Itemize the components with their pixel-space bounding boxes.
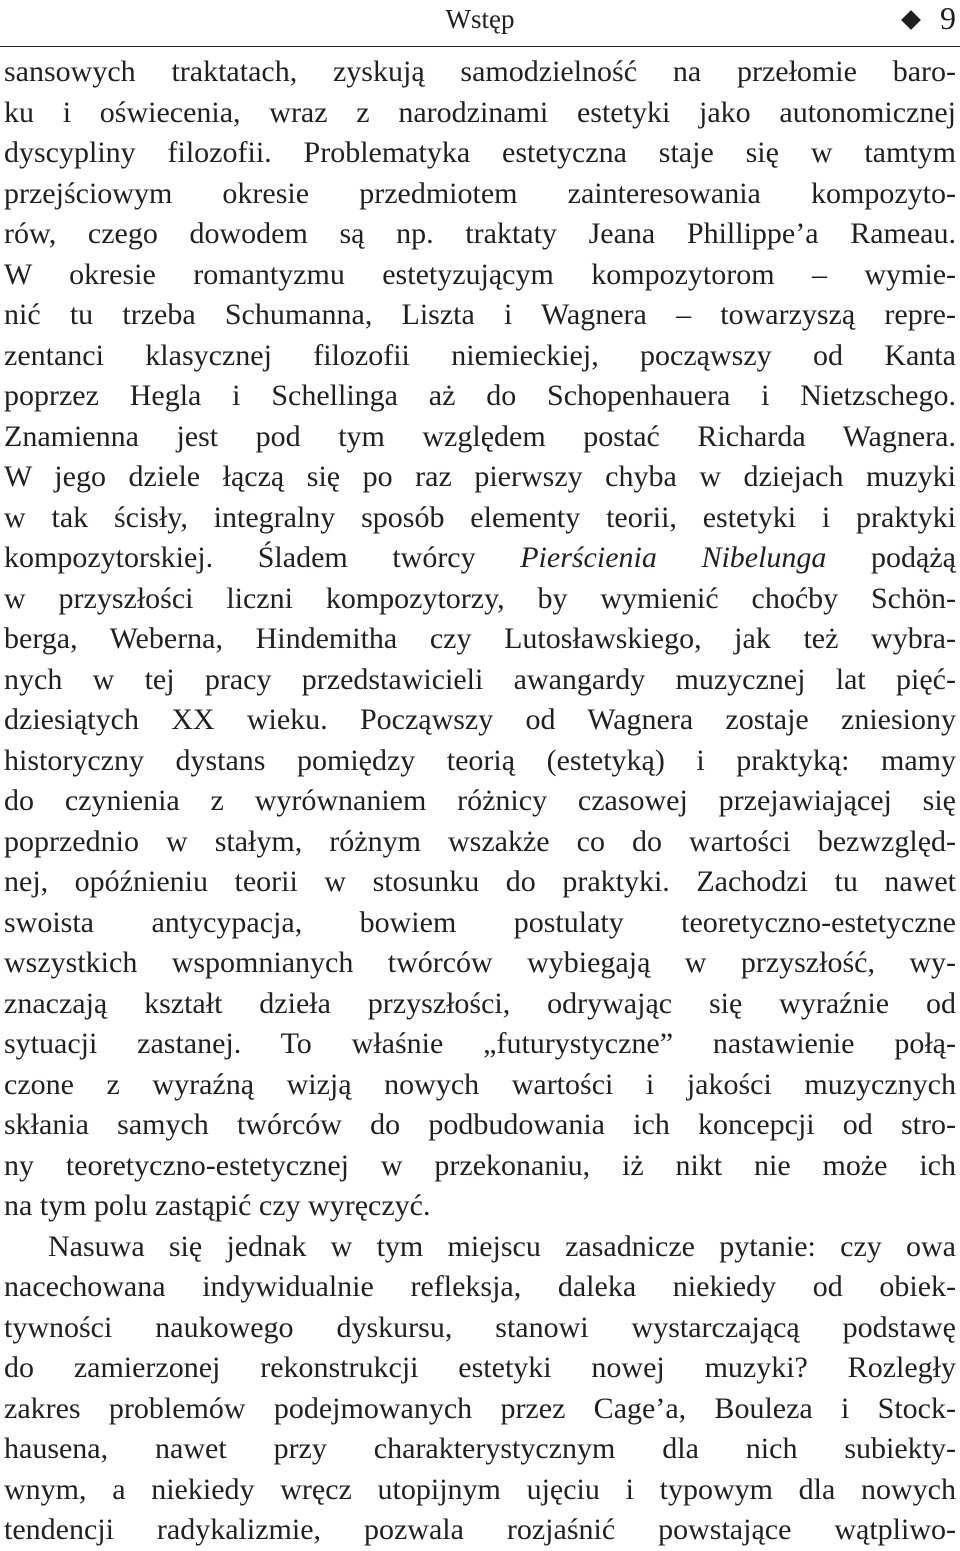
text-line: sansowych traktatach, zyskują samodzielność na przełomie baro- <box>4 55 956 88</box>
text-line: zakres problemów podejmowanych przez Cage’a, Bouleza i Stock- <box>4 1391 956 1425</box>
text-line: sytuacji zastanej. To właśnie „futurystyczne” nastawienie połą- <box>4 1027 956 1060</box>
text-line: do zamierzonej rekonstrukcji estetyki nowej muzyki? Rozległy <box>4 1351 956 1384</box>
text-line: nacechowana indywidualnie refleksja, daleka niekiedy od obiek- <box>4 1270 956 1303</box>
text-line: Znamienna jest pod tym względem postać Richarda Wagnera. <box>4 419 956 453</box>
text-line: w tak ścisły, integralny sposób elementy teorii, estetyki i praktyki <box>4 500 956 534</box>
running-title: Wstęp <box>445 4 515 34</box>
text-line: Nasuwa się jednak w tym miejscu zasadnicze pytanie: czy owa <box>48 1229 956 1263</box>
text-line: tywności naukowego dyskursu, stanowi wystarczającą podstawę <box>4 1310 956 1344</box>
text-line: historyczny dystans pomiędzy teorią (estetyką) i praktyką: mamy <box>4 743 956 777</box>
text-line: poprzez Hegla i Schellinga aż do Schopenhauera i Nietzschego. <box>4 379 956 412</box>
text-line <box>4 538 956 579</box>
text-line: dziesiątych XX wieku. Począwszy od Wagnera zostaje zniesiony <box>4 703 956 736</box>
text-line: W okresie romantyzmu estetyzującym kompozytorom – wymie- <box>4 257 956 291</box>
text-segment: podążą <box>826 541 956 574</box>
text-line: hausena, nawet przy charakterystycznym dla nich subiekty- <box>4 1432 956 1465</box>
text-line: na tym polu zastąpić czy wyręczyć. <box>4 1189 431 1222</box>
text-line: berga, Weberna, Hindemitha czy Lutosławskiego, jak też wybra- <box>4 622 956 655</box>
text-line: nych w tej pracy przedstawicieli awangardy muzycznej lat pięć- <box>4 662 956 696</box>
text-line: do czynienia z wyrównaniem różnicy czasowej przejawiającej się <box>4 784 956 817</box>
text-line: dyscypliny filozofii. Problematyka estetyczna staje się w tamtym <box>4 136 956 169</box>
text-line: ny teoretyczno-estetycznej w przekonaniu, iż nikt nie może ich <box>4 1148 956 1182</box>
text-line: w przyszłości liczni kompozytorzy, by wymienić choćby Schön- <box>4 581 956 615</box>
text-line: skłania samych twórców do podbudowania ich koncepcji od stro- <box>4 1108 956 1141</box>
text-line: przejściowym okresie przedmiotem zainteresowania kompozyto- <box>4 176 956 210</box>
work-title-italic: Pierścienia Nibelunga <box>520 541 827 574</box>
text-line: ku i oświecenia, wraz z narodzinami estetyki jako autonomicznej <box>4 95 956 129</box>
running-header <box>0 0 960 47</box>
text-line: wnym, a niekiedy wręcz utopijnym ujęciu i typowym dla nowych <box>4 1472 956 1506</box>
text-line: swoista antycypacja, bowiem postulaty teoretyczno-estetyczne <box>4 905 956 939</box>
text-line: wszystkich wspomnianych twórców wybiegają w przyszłość, wy- <box>4 946 956 979</box>
text-line: tendencji radykalizmie, pozwala rozjaśnić powstające wątpliwo- <box>4 1513 956 1546</box>
body-text <box>4 52 956 1551</box>
text-segment: kompozytorskiej. Śladem twórcy <box>4 541 521 574</box>
text-line: nić tu trzeba Schumanna, Liszta i Wagnera – towarzyszą repre- <box>4 298 956 331</box>
text-line: znaczają kształt dzieła przyszłości, odrywając się wyraźnie od <box>4 986 956 1020</box>
text-line: zentanci klasycznej filozofii niemieckiej, począwszy od Kanta <box>4 338 956 372</box>
text-line: czone z wyraźną wizją nowych wartości i jakości muzycznych <box>4 1067 956 1101</box>
page-number: 9 <box>940 0 956 36</box>
text-line: W jego dziele łączą się po raz pierwszy chyba w dziejach muzyki <box>4 460 956 493</box>
text-line: poprzednio w stałym, różnym wszakże co do wartości bezwzględ- <box>4 824 956 858</box>
text-line: rów, czego dowodem są np. traktaty Jeana Phillippe’a Rameau. <box>4 217 956 250</box>
text-line: nej, opóźnieniu teorii w stosunku do praktyki. Zachodzi tu nawet <box>4 865 956 898</box>
